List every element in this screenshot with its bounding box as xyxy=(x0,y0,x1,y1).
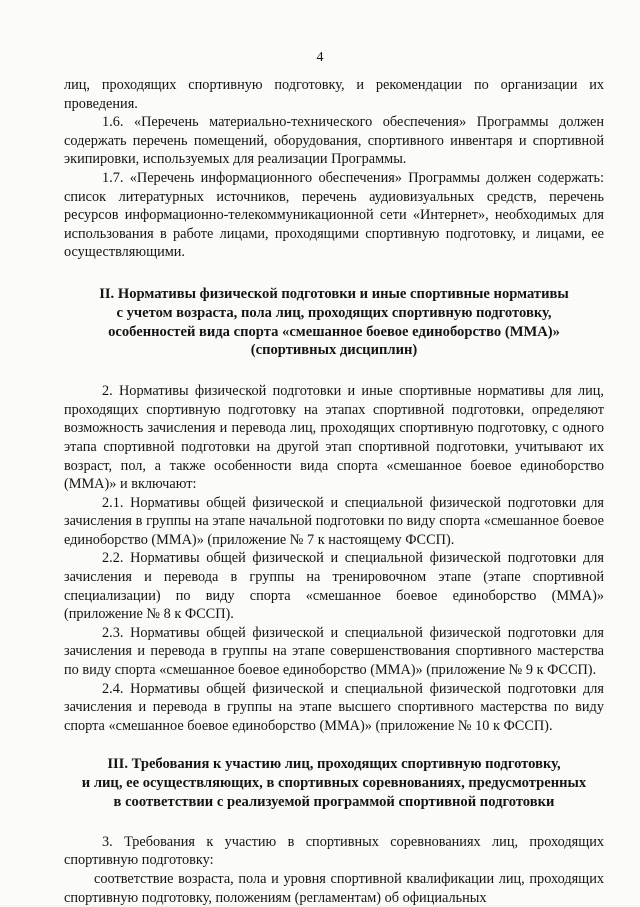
paragraph-continuation: лиц, проходящих спортивную подготовку, и рекомендации по организации их проведения. xyxy=(64,77,604,112)
paragraph-1-7: 1.7. «Перечень информационного обеспечения» Программы должен содержать: список литературных источников, перечень аудиовизуальных средств, перечень ресурсов информационно-телекоммуникационной сети «Интернет», необходимых для использования в работе лицами, проходящими спортивную подготовку, и лицами, ее осуществляющими. xyxy=(64,169,604,261)
section-2-heading-line: (спортивных дисциплин) xyxy=(250,342,418,359)
paragraph-2-1: 2.1. Нормативы общей физической и специальной физической подготовки для зачисления в группы на этапе начальной подготовки по виду спорта «смешанное боевое единоборство (ММА)» (приложение № 7 к настоящему ФССП). xyxy=(64,494,604,548)
paragraph-2-2: 2.2. Нормативы общей физической и специальной физической подготовки для зачисления и перевода в группы на тренировочном этапе (этапе спортивной специализации) по виду спорта «смешанное боевое единоборство (ММА)» (приложение № 8 к ФССП). xyxy=(64,550,604,623)
section-3-heading-line: в соответствии с реализуемой программой спортивной подготовки xyxy=(113,794,555,810)
paragraph-3: 3. Требования к участию в спортивных соревнованиях лиц, проходящих спортивную подготовку: xyxy=(64,833,604,869)
section-2-heading-line: особенностей вида спорта «смешанное боевое единоборство (ММА)» xyxy=(108,323,560,340)
section-2-heading-line: II. Нормативы физической подготовки и иные спортивные нормативы xyxy=(99,285,569,302)
section-3-heading-line: III. Требования к участию лиц, проходящих спортивную подготовку, xyxy=(107,756,561,773)
section-2-heading-line: с учетом возраста, пола лиц, проходящих спортивную подготовку, xyxy=(116,304,552,321)
paragraph-1-6: 1.6. «Перечень материально-технического обеспечения» Программы должен содержать перечень помещений, оборудования, спортивного инвентаря и спортивной экипировки, используемых для реализации Программы. xyxy=(64,114,604,168)
section-3-heading-line: и лиц, ее осуществляющих, в спортивных соревнованиях, предусмотренных xyxy=(81,775,587,792)
paragraph-2-4: 2.4. Нормативы общей физической и специальной физической подготовки для зачисления и перевода в группы на этапе высшего спортивного мастерства по виду спорта «смешанное боевое единоборство (ММА)» (приложение № 10 к ФССП). xyxy=(64,680,604,734)
paragraph-2-3: 2.3. Нормативы общей физической и специальной физической подготовки для зачисления и перевода в группы на этапе совершенствования спортивного мастерства по виду спорта «смешанное боевое единоборство (ММА)» (приложение № 9 к ФССП). xyxy=(64,624,604,679)
page-number: 4 xyxy=(316,50,324,65)
section-3-heading xyxy=(64,755,604,811)
document-body xyxy=(64,76,604,907)
paragraph-2: 2. Нормативы физической подготовки и иные спортивные нормативы для лиц, проходящих спортивную подготовку на этапах спортивной подготовки, определяют возможность зачисления и перевода лиц, проходящих спортивную подготовку, с одного этапа спортивной подготовки на другой этап спортивной подготовки, учитывают их возраст, пол, а также особенности вида спорта «смешанное боевое единоборство (ММА)» и включают: xyxy=(64,383,604,493)
section-2-heading xyxy=(64,285,604,360)
paragraph-3-item: соответствие возраста, пола и уровня спортивной квалификации лиц, проходящих спортивную подготовку, положениям (регламентам) об официальных xyxy=(64,870,604,906)
